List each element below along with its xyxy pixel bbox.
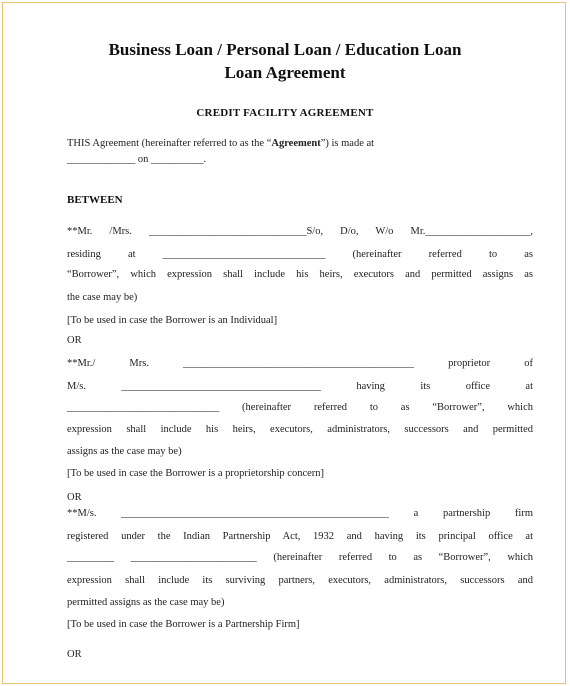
or-separator-3: OR — [67, 649, 82, 660]
intro-line-1-pre: THIS Agreement (hereinafter referred to as the “ — [67, 138, 272, 149]
partnership-line-4: expression shall include its surviving partners, executors, administrators, successors and — [67, 575, 533, 586]
proprietor-line-2: M/s. ______________________________________ having its office at — [67, 381, 533, 392]
document-title-line1: Business Loan / Personal Loan / Education Loan — [108, 40, 462, 59]
individual-line-3: “Borrower”, which expression shall include his heirs, executors and permitted assigns as — [67, 269, 533, 280]
partnership-line-2: registered under the Indian Partnership Act, 1932 and having its principal office at — [67, 531, 533, 542]
or-separator-1: OR — [67, 335, 82, 346]
proprietor-line-4: expression shall include his heirs, executors, administrators, successors and permitted — [67, 424, 533, 435]
proprietor-line-3: _____________________________ (hereinafter referred to as “Borrower”, which — [67, 402, 533, 413]
or-separator-2: OR — [67, 492, 82, 503]
between-heading: BETWEEN — [67, 194, 123, 206]
intro-line-1-post: ”) is made at — [320, 138, 375, 149]
partnership-note: [To be used in case the Borrower is a Partnership Firm] — [67, 619, 300, 630]
individual-line-2: residing at _______________________________ (hereinafter referred to as — [67, 249, 533, 260]
partnership-line-5: permitted assigns as the case may be) — [67, 597, 225, 608]
intro-line-1 — [67, 137, 533, 150]
proprietor-line-5: assigns as the case may be) — [67, 446, 182, 457]
individual-note: [To be used in case the Borrower is an Individual] — [67, 315, 278, 326]
document-title-line2: Loan Agreement — [224, 63, 346, 82]
proprietor-note: [To be used in case the Borrower is a proprietorship concern] — [67, 468, 325, 479]
individual-line-1: **Mr. /Mrs. ______________________________S/o, D/o, W/o Mr.____________________, — [67, 226, 533, 237]
agreement-subtitle: CREDIT FACILITY AGREEMENT — [196, 107, 374, 119]
intro-line-2: _____________ on __________. — [67, 154, 207, 165]
individual-line-4: the case may be) — [67, 292, 138, 303]
partnership-line-3: _________ ________________________ (hereinafter referred to as “Borrower”, which — [67, 552, 533, 563]
proprietor-line-1: **Mr./ Mrs. ____________________________________________ proprietor of — [67, 358, 533, 369]
agreement-term: Agreement — [271, 138, 321, 149]
partnership-line-1: **M/s. ___________________________________________________ a partnership firm — [67, 508, 533, 519]
